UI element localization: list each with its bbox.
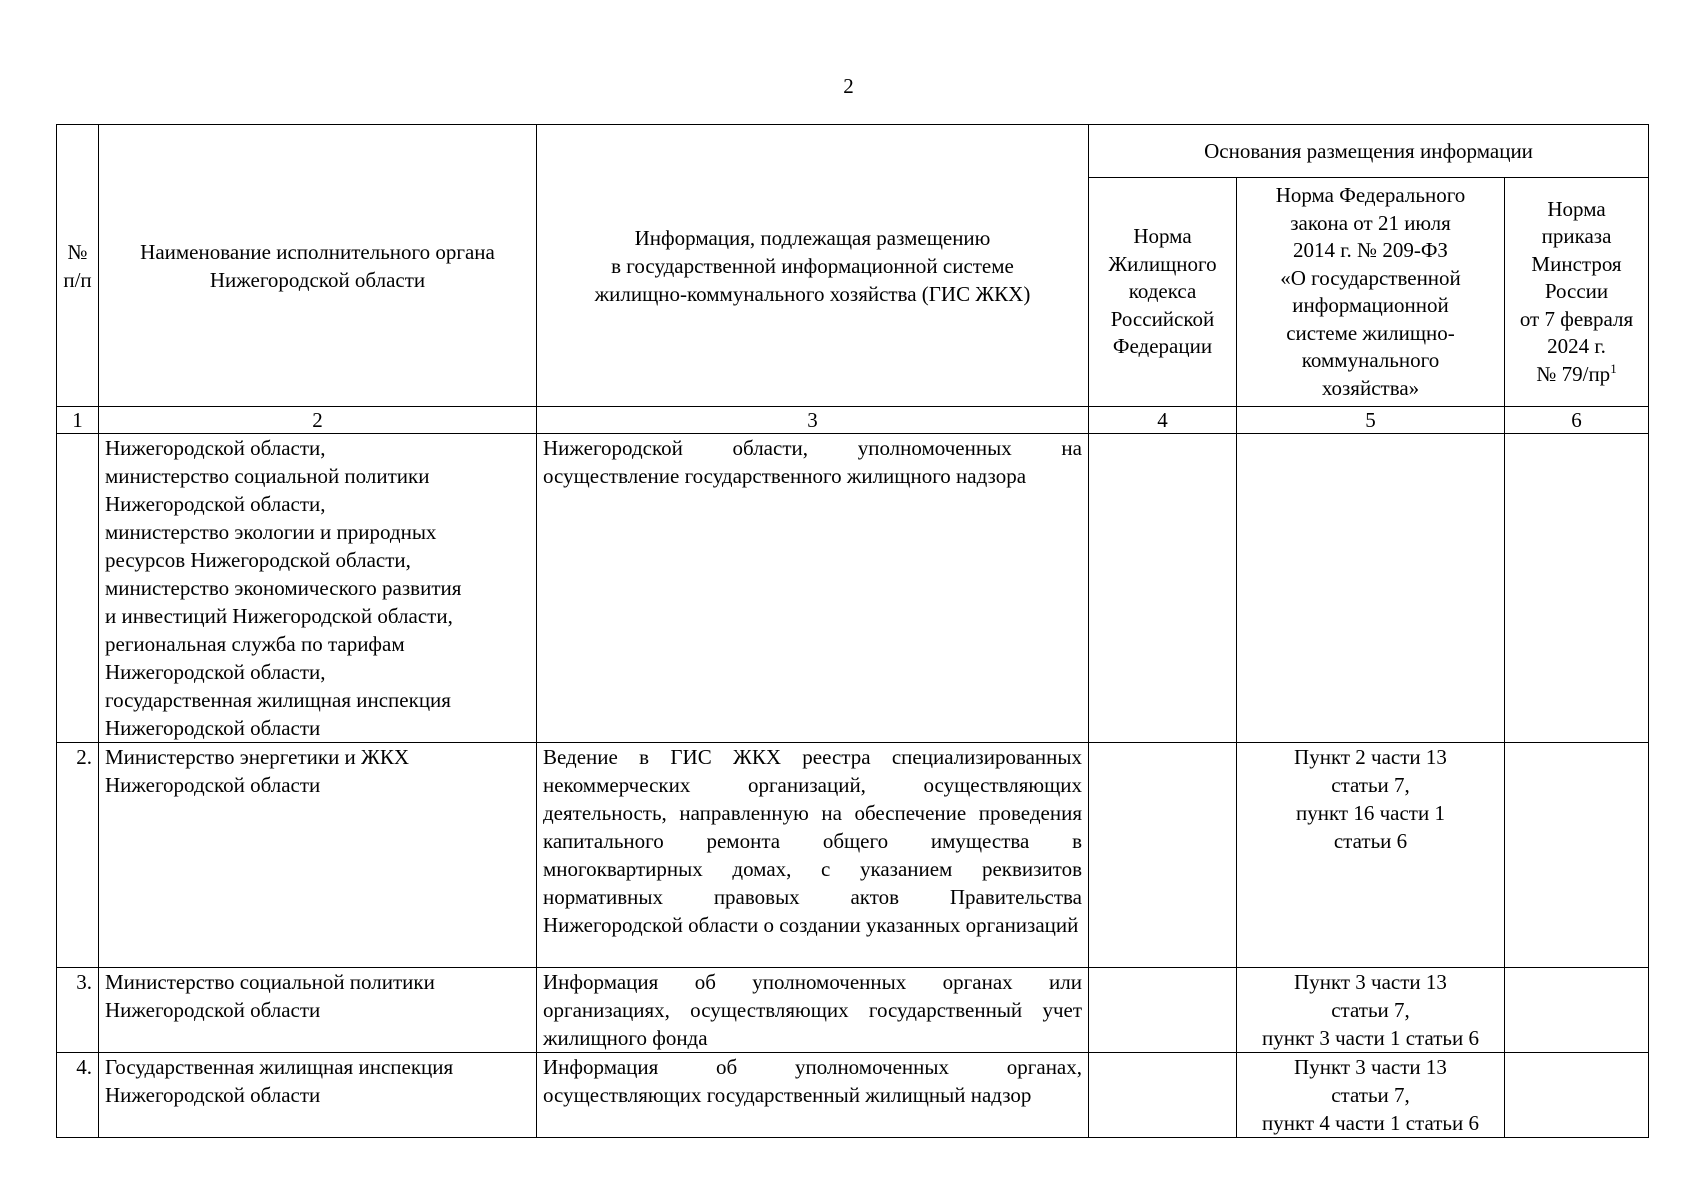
header-minstroy-order bbox=[1505, 178, 1649, 407]
minstroy-order-cell bbox=[1505, 743, 1649, 968]
header-minstroy-order-text: Норма приказа Минстроя России от 7 февраля 2024 г. № 79/пр bbox=[1519, 196, 1634, 386]
norms-table bbox=[56, 124, 1649, 1138]
column-number-5: 5 bbox=[1237, 407, 1505, 434]
header-info: Информация, подлежащая размещению в государственной информационной системе жилищно-коммунального хозяйства (ГИС ЖКХ) bbox=[537, 125, 1089, 407]
federal-law-cell: Пункт 2 части 13 статьи 7, пункт 16 части 1 статьи 6 bbox=[1237, 743, 1505, 968]
minstroy-order-cell bbox=[1505, 434, 1649, 743]
minstroy-order-cell bbox=[1505, 968, 1649, 1053]
table-row bbox=[57, 1053, 1649, 1138]
column-number-3: 3 bbox=[537, 407, 1089, 434]
info-cell: Информация об уполномоченных органах или организациях, осуществляющих государственный учет жилищного фонда bbox=[537, 968, 1089, 1053]
column-number-1: 1 bbox=[57, 407, 99, 434]
housing-code-cell bbox=[1089, 968, 1237, 1053]
header-housing-code: Норма Жилищного кодекса Российской Федерации bbox=[1089, 178, 1237, 407]
housing-code-cell bbox=[1089, 434, 1237, 743]
federal-law-cell: Пункт 3 части 13 статьи 7, пункт 3 части 1 статьи 6 bbox=[1237, 968, 1505, 1053]
housing-code-cell bbox=[1089, 743, 1237, 968]
row-number: 2. bbox=[57, 743, 99, 968]
header-organ: Наименование исполнительного органа Нижегородской области bbox=[99, 125, 537, 407]
table-row bbox=[57, 968, 1649, 1053]
footnote-marker: 1 bbox=[1610, 360, 1617, 376]
organ-cell: Министерство социальной политики Нижегородской области bbox=[99, 968, 537, 1053]
page-number: 2 bbox=[843, 74, 854, 98]
column-number-4: 4 bbox=[1089, 407, 1237, 434]
minstroy-order-cell bbox=[1505, 1053, 1649, 1138]
info-cell: Ведение в ГИС ЖКХ реестра специализированных некоммерческих организаций, осуществляющих деятельность, направленную на обеспечение проведения капитального ремонта общего имущества в многоквартирных домах, с указанием реквизитов нормативных правовых актов Правительства Нижегородской области о создании указанных организаций bbox=[537, 743, 1089, 968]
row-number: 3. bbox=[57, 968, 99, 1053]
header-grounds-group: Основания размещения информации bbox=[1089, 125, 1649, 178]
table-row bbox=[57, 434, 1649, 743]
info-cell: Информация об уполномоченных органах, осуществляющих государственный жилищный надзор bbox=[537, 1053, 1089, 1138]
row-number: 4. bbox=[57, 1053, 99, 1138]
organ-cell: Министерство энергетики и ЖКХ Нижегородской области bbox=[99, 743, 537, 968]
federal-law-cell: Пункт 3 части 13 статьи 7, пункт 4 части 1 статьи 6 bbox=[1237, 1053, 1505, 1138]
organ-cell: Государственная жилищная инспекция Нижегородской области bbox=[99, 1053, 537, 1138]
column-number-6: 6 bbox=[1505, 407, 1649, 434]
header-number: № п/п bbox=[57, 125, 99, 407]
table-row bbox=[57, 743, 1649, 968]
header-federal-law: Норма Федерального закона от 21 июля 2014 г. № 209-ФЗ «О государственной информационной системе жилищно- коммунального хозяйства» bbox=[1237, 178, 1505, 407]
info-cell: Нижегородской области, уполномоченных на осуществление государственного жилищного надзора bbox=[537, 434, 1089, 743]
row-number bbox=[57, 434, 99, 743]
federal-law-cell bbox=[1237, 434, 1505, 743]
housing-code-cell bbox=[1089, 1053, 1237, 1138]
organ-cell: Нижегородской области, министерство социальной политики Нижегородской области, министерство экологии и природных ресурсов Нижегородской области, министерство экономического развития и инвестиций Нижегородской области, региональная служба по тарифам Нижегородской области, государственная жилищная инспекция Нижегородской области bbox=[99, 434, 537, 743]
column-number-2: 2 bbox=[99, 407, 537, 434]
